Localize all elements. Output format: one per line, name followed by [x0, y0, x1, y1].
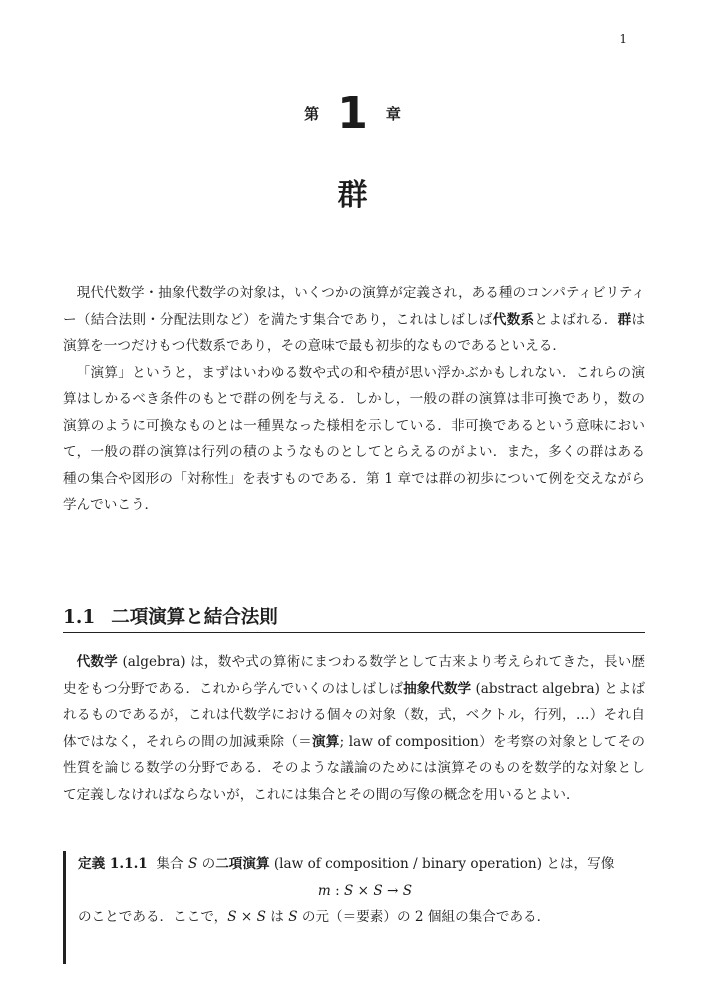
page-number: 1: [619, 32, 627, 46]
math-symbol: S: [344, 882, 354, 899]
section-paragraph: [63, 649, 645, 808]
chapter-prefix: 第: [304, 105, 320, 123]
math-operator: →: [382, 882, 403, 899]
math-symbol: S: [402, 882, 413, 899]
math-symbol: m: [317, 882, 331, 899]
section-number: 1.1: [63, 607, 96, 628]
term-algebraic-system: 代数系: [492, 311, 535, 328]
definition-text: の: [197, 856, 216, 872]
intro-text: とよばれる．: [534, 311, 618, 328]
intro-paragraph-1: [63, 280, 645, 360]
intro-text: は演算を一つだけもつ代数系であり，その意味で最も初歩的なものであるといえる．: [63, 311, 646, 354]
definition-statement: [78, 851, 652, 878]
section-heading: [63, 603, 645, 633]
chapter-heading: [0, 88, 705, 144]
math-symbol: S: [187, 856, 198, 872]
section-text: (abstract algebra) とよばれるものであるが，これは代数学における個々の対象（数，式，ベクトル，行列，…）それ自体ではなく，それらの間の加減乗除（＝: [63, 680, 646, 750]
chapter-title: 群: [337, 178, 368, 213]
math-symbol: S: [288, 909, 298, 925]
term-abstract-algebra: 抽象代数学: [403, 680, 472, 697]
term-binary-operation: 二項演算: [215, 856, 270, 872]
definition-text: 集合: [156, 856, 188, 872]
chapter-intro: [63, 280, 645, 519]
definition-formula: [78, 878, 652, 905]
intro-paragraph-2: 「演算」というと，まずはいわゆる数や式の和や積が思い浮かぶかもしれない．これらの演算はしかるべき条件のもとで群の例を与える．しかし，一般の群の演算は非可換であり，数の演算のように可換なものとは一種異なった様相を示している．非可換であるという意味において，一般の群の演算は行列の積のようなものとしてとらえるのがよい．また，多くの群はある種の集合や図形の「対称性」を表すものである．第 1 章では群の初歩について例を交えながら学んでいこう．: [63, 364, 645, 513]
term-group: 群: [617, 311, 632, 328]
definition-text: のことである．ここで，: [78, 909, 228, 925]
math-operator: ×: [353, 882, 374, 899]
definition-box: [63, 851, 652, 964]
definition-text: の元（＝要素）の 2 個組の集合である．: [297, 909, 551, 925]
section-text: ; law of composition）を考察の対象としてその性質を論じる数学の分野である．そのような議論のためには演算そのものを数学的な対象として定義しなければならないが，これには集合とその間の写像の概念を用いるとよい．: [63, 733, 646, 803]
definition-closing: [78, 904, 652, 931]
term-algebra: 代数学: [76, 654, 118, 670]
chapter-number: 1: [337, 88, 368, 139]
section-text: (algebra) は，数や式の算術にまつわる数学として古来より考えられてきた，長い歴史をもつ分野である．これから学んでいくのはしばしば: [63, 654, 646, 697]
intro-text: 現代代数学・抽象代数学の対象は，いくつかの演算が定義され，ある種のコンパティビリティー（結合法則・分配法則など）を満たす集合であり，これはしばしば: [63, 285, 645, 328]
chapter-suffix: 章: [385, 105, 401, 123]
math-symbol: S: [373, 882, 383, 899]
math-symbol: S × S: [227, 909, 266, 925]
math-operator: :: [330, 882, 345, 899]
section-title: 二項演算と結合法則: [111, 607, 278, 628]
definition-label: 定義 1.1.1: [78, 856, 148, 872]
term-operation: 演算: [311, 733, 340, 750]
definition-text: (law of composition / binary operation) とは，写像: [269, 856, 615, 872]
section-body: [63, 649, 645, 808]
definition-text: は: [265, 909, 289, 925]
